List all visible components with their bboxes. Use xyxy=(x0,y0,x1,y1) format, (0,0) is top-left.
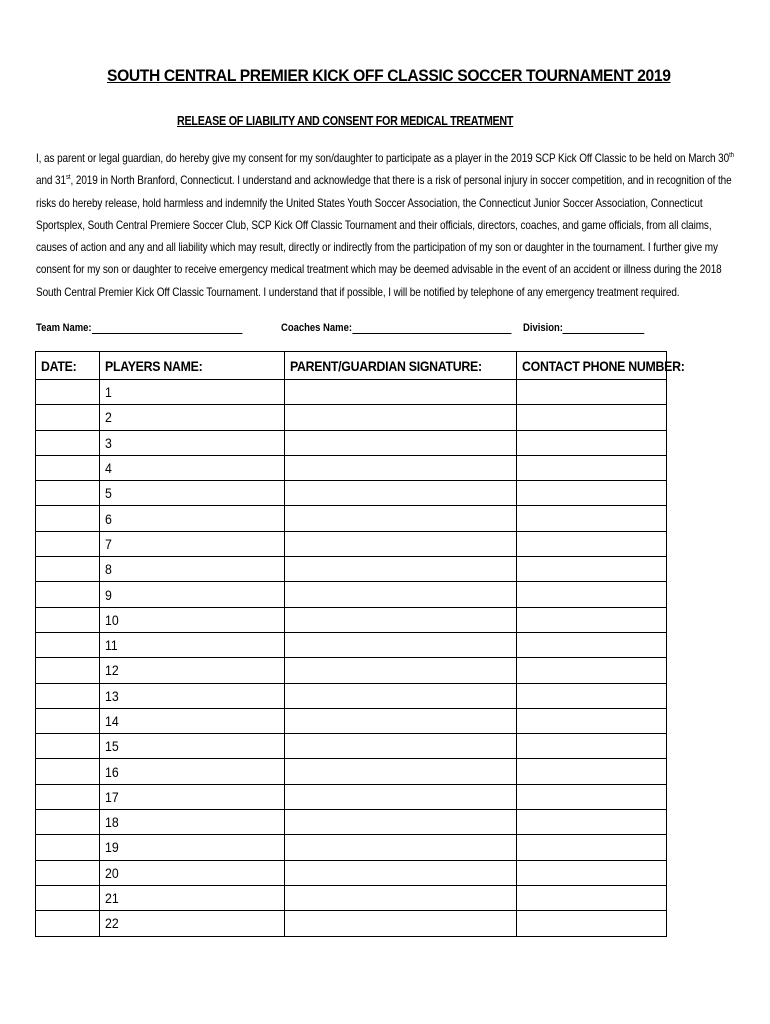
row-number: 7 xyxy=(105,535,112,552)
date-cell[interactable] xyxy=(36,911,100,936)
table-row xyxy=(36,759,667,784)
date-cell[interactable] xyxy=(36,405,100,430)
signature-cell[interactable] xyxy=(285,557,517,582)
phone-cell[interactable] xyxy=(517,582,667,607)
table-row xyxy=(36,860,667,885)
row-number: 8 xyxy=(105,561,112,578)
phone-cell[interactable] xyxy=(517,632,667,657)
date-cell[interactable] xyxy=(36,885,100,910)
phone-cell[interactable] xyxy=(517,835,667,860)
table-row xyxy=(36,506,667,531)
division-field[interactable] xyxy=(523,321,645,334)
row-number: 2 xyxy=(105,409,112,426)
table-row xyxy=(36,885,667,910)
player-name-cell[interactable] xyxy=(100,455,285,480)
table-row xyxy=(36,430,667,455)
date-cell[interactable] xyxy=(36,481,100,506)
player-name-cell[interactable] xyxy=(100,885,285,910)
player-name-cell[interactable] xyxy=(100,405,285,430)
row-number: 18 xyxy=(105,814,119,831)
player-name-cell[interactable] xyxy=(100,683,285,708)
date-cell[interactable] xyxy=(36,557,100,582)
signature-cell[interactable] xyxy=(285,860,517,885)
player-name-cell[interactable] xyxy=(100,506,285,531)
signature-cell[interactable] xyxy=(285,683,517,708)
division-label: Division: xyxy=(523,322,563,334)
signature-cell[interactable] xyxy=(285,784,517,809)
row-number: 20 xyxy=(105,864,119,881)
row-number: 21 xyxy=(105,890,119,907)
table-row xyxy=(36,582,667,607)
phone-cell[interactable] xyxy=(517,557,667,582)
player-name-cell[interactable] xyxy=(100,810,285,835)
phone-cell[interactable] xyxy=(517,911,667,936)
player-name-cell[interactable] xyxy=(100,430,285,455)
row-number: 4 xyxy=(105,460,112,477)
signature-cell[interactable] xyxy=(285,481,517,506)
row-number: 10 xyxy=(105,611,119,628)
header-parent-signature: PARENT/GUARDIAN SIGNATURE: xyxy=(285,352,517,380)
roster-table xyxy=(35,351,685,937)
player-name-cell[interactable] xyxy=(100,582,285,607)
superscript-th: th xyxy=(729,152,734,160)
coaches-name-field[interactable] xyxy=(281,321,511,334)
table-row xyxy=(36,658,667,683)
phone-cell[interactable] xyxy=(517,860,667,885)
signature-cell[interactable] xyxy=(285,759,517,784)
date-cell[interactable] xyxy=(36,784,100,809)
phone-cell[interactable] xyxy=(517,734,667,759)
phone-cell[interactable] xyxy=(517,885,667,910)
release-text-part-3: , 2019 in North Branford, Connecticut. I understand and acknowledge that there is a risk of personal injury in soccer competition, and in recognition of the risks do hereby release, hold harmless and indemnify the United States Youth Soccer Association, the Connecticut Junior Soccer Association, Connecticut Sportsplex, South Central Premiere Soccer Club, SCP Kick Off Classic Tournament and their officials, directors, coaches, and game officials, from all claims, causes of action and any and all liability which may result, directly or indirectly from the participation of my son or daughter in the tournament. I further give my consent for my son or daughter to receive emergency medical treatment which may be deemed advisable in the event of an accident or illness during the 2018 South Central Premier Kick Off Classic Tournament. I understand that if possible, I will be notified by telephone of any emergency treatment required. xyxy=(36,174,732,299)
table-row xyxy=(36,835,667,860)
signature-cell[interactable] xyxy=(285,885,517,910)
signature-cell[interactable] xyxy=(285,835,517,860)
row-number: 11 xyxy=(105,637,118,654)
signature-cell[interactable] xyxy=(285,405,517,430)
row-number: 15 xyxy=(105,738,119,755)
phone-cell[interactable] xyxy=(517,481,667,506)
player-name-cell[interactable] xyxy=(100,759,285,784)
date-cell[interactable] xyxy=(36,607,100,632)
signature-cell[interactable] xyxy=(285,810,517,835)
phone-cell[interactable] xyxy=(517,430,667,455)
table-row xyxy=(36,632,667,657)
player-name-cell[interactable] xyxy=(100,658,285,683)
date-cell[interactable] xyxy=(36,860,100,885)
player-name-cell[interactable] xyxy=(100,860,285,885)
date-cell[interactable] xyxy=(36,430,100,455)
team-name-blank[interactable] xyxy=(92,321,243,334)
header-contact-phone: CONTACT PHONE NUMBER: xyxy=(517,352,667,380)
phone-cell[interactable] xyxy=(517,380,667,405)
row-number: 3 xyxy=(105,434,112,451)
release-text-part-1: I, as parent or legal guardian, do hereby give my consent for my son/daughter to participate as a player in the 2019 SCP Kick Off Classic to be held on March 30 xyxy=(36,152,730,165)
roster-body xyxy=(36,380,667,937)
table-row xyxy=(36,607,667,632)
phone-cell[interactable] xyxy=(517,531,667,556)
header-players-name: PLAYERS NAME: xyxy=(100,352,285,380)
row-number: 16 xyxy=(105,763,119,780)
table-row xyxy=(36,405,667,430)
table-row xyxy=(36,911,667,936)
phone-cell[interactable] xyxy=(517,810,667,835)
date-cell[interactable] xyxy=(36,759,100,784)
phone-cell[interactable] xyxy=(517,683,667,708)
phone-cell[interactable] xyxy=(517,405,667,430)
date-cell[interactable] xyxy=(36,810,100,835)
signature-cell[interactable] xyxy=(285,607,517,632)
table-row xyxy=(36,708,667,733)
table-row xyxy=(36,784,667,809)
phone-cell[interactable] xyxy=(517,658,667,683)
date-cell[interactable] xyxy=(36,683,100,708)
row-number: 22 xyxy=(105,915,119,932)
table-row xyxy=(36,380,667,405)
signature-cell[interactable] xyxy=(285,531,517,556)
phone-cell[interactable] xyxy=(517,784,667,809)
player-name-cell[interactable] xyxy=(100,380,285,405)
player-name-cell[interactable] xyxy=(100,911,285,936)
date-cell[interactable] xyxy=(36,582,100,607)
player-name-cell[interactable] xyxy=(100,607,285,632)
player-name-cell[interactable] xyxy=(100,734,285,759)
date-cell[interactable] xyxy=(36,708,100,733)
phone-cell[interactable] xyxy=(517,607,667,632)
date-cell[interactable] xyxy=(36,506,100,531)
coaches-name-blank[interactable] xyxy=(352,321,511,334)
player-name-cell[interactable] xyxy=(100,632,285,657)
phone-cell[interactable] xyxy=(517,455,667,480)
row-number: 19 xyxy=(105,839,119,856)
phone-cell[interactable] xyxy=(517,708,667,733)
date-cell[interactable] xyxy=(36,531,100,556)
date-cell[interactable] xyxy=(36,658,100,683)
signature-cell[interactable] xyxy=(285,380,517,405)
signature-cell[interactable] xyxy=(285,911,517,936)
release-paragraph xyxy=(36,148,734,304)
date-cell[interactable] xyxy=(36,455,100,480)
player-name-cell[interactable] xyxy=(100,481,285,506)
team-name-field[interactable] xyxy=(36,321,242,334)
table-row xyxy=(36,481,667,506)
row-number: 6 xyxy=(105,510,112,527)
header-date: DATE: xyxy=(36,352,100,380)
signature-cell[interactable] xyxy=(285,658,517,683)
document-title: SOUTH CENTRAL PREMIER KICK OFF CLASSIC SOCCER TOURNAMENT 2019 xyxy=(107,66,671,85)
row-number: 13 xyxy=(105,687,119,704)
division-blank[interactable] xyxy=(563,321,645,334)
signature-cell[interactable] xyxy=(285,632,517,657)
table-row xyxy=(36,557,667,582)
signature-cell[interactable] xyxy=(285,430,517,455)
signature-cell[interactable] xyxy=(285,582,517,607)
table-row xyxy=(36,455,667,480)
phone-cell[interactable] xyxy=(517,506,667,531)
table-row xyxy=(36,683,667,708)
document-subtitle: RELEASE OF LIABILITY AND CONSENT FOR MEDICAL TREATMENT xyxy=(177,114,514,128)
table-row xyxy=(36,810,667,835)
player-name-cell[interactable] xyxy=(100,708,285,733)
signature-cell[interactable] xyxy=(285,455,517,480)
date-cell[interactable] xyxy=(36,632,100,657)
release-text-part-2: and 31 xyxy=(36,174,66,188)
date-cell[interactable] xyxy=(36,835,100,860)
player-name-cell[interactable] xyxy=(100,835,285,860)
row-number: 17 xyxy=(105,788,119,805)
team-info-fields xyxy=(36,321,676,339)
date-cell[interactable] xyxy=(36,734,100,759)
player-name-cell[interactable] xyxy=(100,784,285,809)
phone-cell[interactable] xyxy=(517,759,667,784)
superscript-st: st xyxy=(65,174,71,182)
roster-header-row xyxy=(36,352,667,380)
player-name-cell[interactable] xyxy=(100,557,285,582)
signature-cell[interactable] xyxy=(285,734,517,759)
team-name-label: Team Name: xyxy=(36,322,92,334)
signature-cell[interactable] xyxy=(285,506,517,531)
table-row xyxy=(36,531,667,556)
row-number: 12 xyxy=(105,662,119,679)
row-number: 14 xyxy=(105,713,119,729)
row-number: 9 xyxy=(105,586,112,603)
coaches-name-label: Coaches Name: xyxy=(281,322,352,334)
date-cell[interactable] xyxy=(36,380,100,405)
row-number: 1 xyxy=(105,384,112,401)
signature-cell[interactable] xyxy=(285,708,517,733)
table-row xyxy=(36,734,667,759)
row-number: 5 xyxy=(105,485,112,502)
player-name-cell[interactable] xyxy=(100,531,285,556)
